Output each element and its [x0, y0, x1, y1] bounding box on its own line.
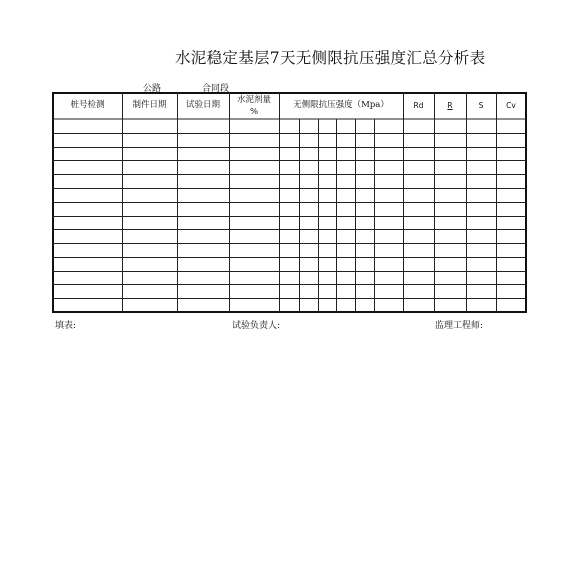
header-strength: 无侧限抗压强度（Mpa） [293, 100, 389, 110]
footer-filler: 填表: [55, 321, 77, 331]
header-s: S [478, 101, 484, 110]
header-r-bar: R [447, 101, 453, 110]
contract-label: 合同段 [202, 84, 230, 94]
header-make-date: 制件日期 [132, 100, 167, 110]
footer-supervisor: 监理工程师: [435, 321, 484, 331]
header-cement-dose-unit: % [249, 107, 259, 117]
header-cement-dose: 水泥剂量 [236, 95, 271, 105]
header-test-date: 试验日期 [185, 100, 220, 110]
footer-tester: 试验负责人: [232, 321, 281, 331]
table-rows [53, 134, 526, 299]
header-pile: 桩号检测 [70, 100, 105, 110]
header-cv: Cv [506, 101, 516, 110]
page-title: 水泥稳定基层7天无侧限抗压强度汇总分析表 [175, 49, 486, 67]
road-label: 公路 [143, 84, 162, 94]
header-rd: Rd [413, 101, 424, 110]
